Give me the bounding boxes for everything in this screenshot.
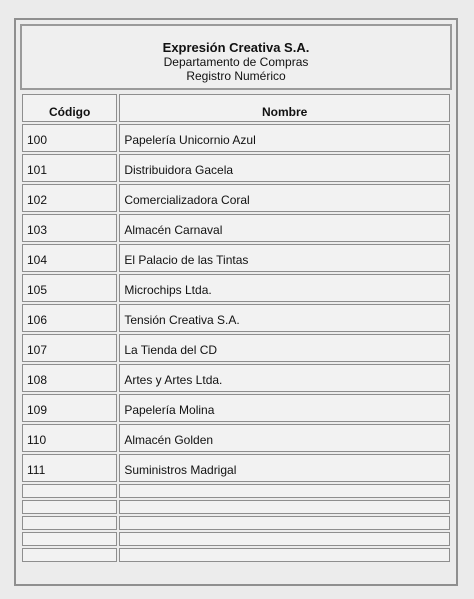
table-row — [22, 154, 450, 182]
code-cell: 110 — [22, 424, 117, 452]
name-cell: La Tienda del CD — [119, 334, 450, 362]
empty-row — [22, 484, 450, 498]
name-cell: Papelería Unicornio Azul — [119, 124, 450, 152]
name-cell: Almacén Golden — [119, 424, 450, 452]
table-row — [22, 424, 450, 452]
code-cell: 111 — [22, 454, 117, 482]
document-header — [20, 24, 452, 90]
empty-name-cell — [119, 532, 450, 546]
empty-name-cell — [119, 516, 450, 530]
empty-row — [22, 532, 450, 546]
code-cell: 100 — [22, 124, 117, 152]
table-row — [22, 184, 450, 212]
name-cell: Papelería Molina — [119, 394, 450, 422]
empty-name-cell — [119, 500, 450, 514]
column-header-name: Nombre — [119, 94, 450, 122]
supplier-table — [20, 92, 452, 564]
department-name: Departamento de Compras — [163, 55, 309, 69]
table-row — [22, 244, 450, 272]
table-header-row — [22, 94, 450, 122]
register-sheet — [14, 18, 458, 586]
code-cell: 105 — [22, 274, 117, 302]
name-cell: Almacén Carnaval — [119, 214, 450, 242]
table-row — [22, 454, 450, 482]
table-row — [22, 274, 450, 302]
code-cell: 107 — [22, 334, 117, 362]
table-row — [22, 364, 450, 392]
code-cell: 109 — [22, 394, 117, 422]
code-cell: 102 — [22, 184, 117, 212]
code-cell: 101 — [22, 154, 117, 182]
code-cell: 106 — [22, 304, 117, 332]
register-title: Registro Numérico — [186, 69, 286, 83]
empty-row — [22, 516, 450, 530]
empty-code-cell — [22, 500, 117, 514]
name-cell: Suministros Madrigal — [119, 454, 450, 482]
empty-code-cell — [22, 548, 117, 562]
table-row — [22, 304, 450, 332]
name-cell: Artes y Artes Ltda. — [119, 364, 450, 392]
table-body — [22, 124, 450, 562]
name-cell: Comercializadora Coral — [119, 184, 450, 212]
empty-name-cell — [119, 548, 450, 562]
code-cell: 103 — [22, 214, 117, 242]
code-cell: 108 — [22, 364, 117, 392]
empty-name-cell — [119, 484, 450, 498]
empty-row — [22, 500, 450, 514]
name-cell: Distribuidora Gacela — [119, 154, 450, 182]
empty-code-cell — [22, 484, 117, 498]
empty-code-cell — [22, 516, 117, 530]
name-cell: Microchips Ltda. — [119, 274, 450, 302]
company-name: Expresión Creativa S.A. — [162, 40, 310, 55]
table-row — [22, 334, 450, 362]
table-row — [22, 214, 450, 242]
table-row — [22, 124, 450, 152]
column-header-code: Código — [22, 94, 117, 122]
empty-row — [22, 548, 450, 562]
code-cell: 104 — [22, 244, 117, 272]
name-cell: El Palacio de las Tintas — [119, 244, 450, 272]
name-cell: Tensión Creativa S.A. — [119, 304, 450, 332]
empty-code-cell — [22, 532, 117, 546]
table-row — [22, 394, 450, 422]
